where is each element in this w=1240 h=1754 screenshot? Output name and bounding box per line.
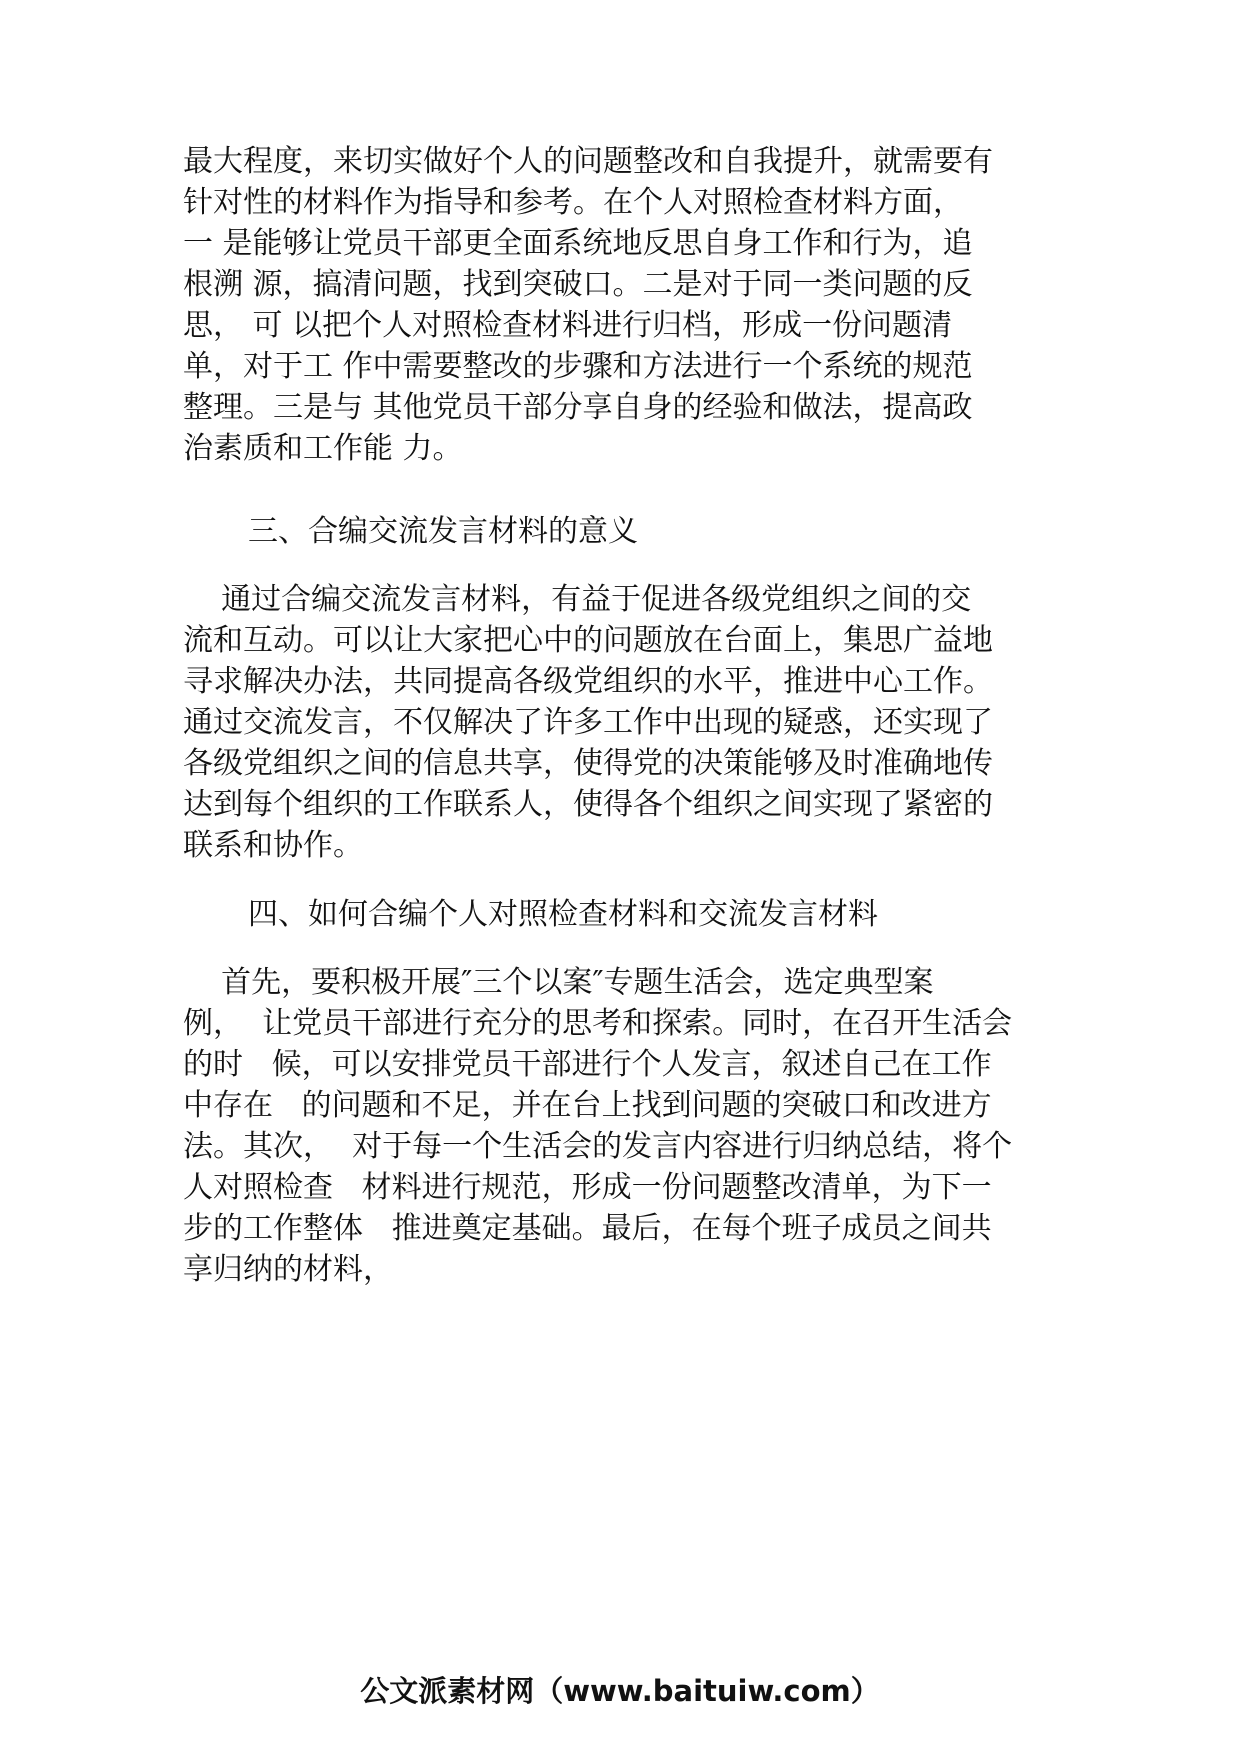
footer-site-credit: 公文派素材网（www.baituiw.com） bbox=[360, 1674, 880, 1708]
paragraph-line: 步的工作整体 推进奠定基础。最后，在每个班子成员之间共 bbox=[183, 1211, 992, 1246]
paragraph-line: 联系和协作。 bbox=[183, 828, 363, 863]
paragraph-line: 最大程度，来切实做好个人的问题整改和自我提升，就需要有 bbox=[183, 144, 993, 179]
section-heading-4: 四、如何合编个人对照检查材料和交流发言材料 bbox=[248, 897, 878, 932]
section-heading-3: 三、合编交流发言材料的意义 bbox=[248, 514, 638, 549]
paragraph-1 bbox=[183, 141, 1083, 469]
paragraph-3 bbox=[183, 962, 1083, 1290]
paragraph-line: 达到每个组织的工作联系人，使得各个组织之间实现了紧密的 bbox=[183, 787, 993, 822]
paragraph-line: 思， 可 以把个人对照检查材料进行归档，形成一份问题清 bbox=[183, 308, 953, 343]
paragraph-line: 治素质和工作能 力。 bbox=[183, 431, 463, 466]
paragraph-line: 针对性的材料作为指导和参考。在个人对照检查材料方面， bbox=[183, 185, 963, 220]
paragraph-line: 首先，要积极开展″三个以案″专题生活会，选定典型案 bbox=[183, 965, 934, 1000]
paragraph-line: 人对照检查 材料进行规范，形成一份问题整改清单，为下一 bbox=[183, 1170, 992, 1205]
paragraph-line: 法。其次， 对于每一个生活会的发言内容进行归纳总结，将个 bbox=[183, 1129, 1013, 1164]
paragraph-line: 根溯 源，搞清问题，找到突破口。二是对于同一类问题的反 bbox=[183, 267, 973, 302]
paragraph-line: 通过合编交流发言材料，有益于促进各级党组织之间的交 bbox=[183, 582, 972, 617]
paragraph-line: 中存在 的问题和不足，并在台上找到问题的突破口和改进方 bbox=[183, 1088, 992, 1123]
paragraph-line: 流和互动。可以让大家把心中的问题放在台面上，集思广益地 bbox=[183, 623, 993, 658]
paragraph-line: 的时 候，可以安排党员干部进行个人发言，叙述自己在工作 bbox=[183, 1047, 992, 1082]
paragraph-2 bbox=[183, 579, 1083, 866]
paragraph-line: 通过交流发言，不仅解决了许多工作中出现的疑惑，还实现了 bbox=[183, 705, 993, 740]
paragraph-line: 单，对于工 作中需要整改的步骤和方法进行一个系统的规范 bbox=[183, 349, 973, 384]
paragraph-line: 享归纳的材料， bbox=[183, 1252, 393, 1287]
paragraph-line: 各级党组织之间的信息共享，使得党的决策能够及时准确地传 bbox=[183, 746, 993, 781]
paragraph-line: 一 是能够让党员干部更全面系统地反思自身工作和行为，追 bbox=[183, 226, 973, 261]
paragraph-line: 例， 让党员干部进行充分的思考和探索。同时，在召开生活会 bbox=[183, 1006, 1013, 1041]
paragraph-line: 整理。三是与 其他党员干部分享自身的经验和做法，提高政 bbox=[183, 390, 973, 425]
paragraph-line: 寻求解决办法，共同提高各级党组织的水平，推进中心工作。 bbox=[183, 664, 993, 699]
